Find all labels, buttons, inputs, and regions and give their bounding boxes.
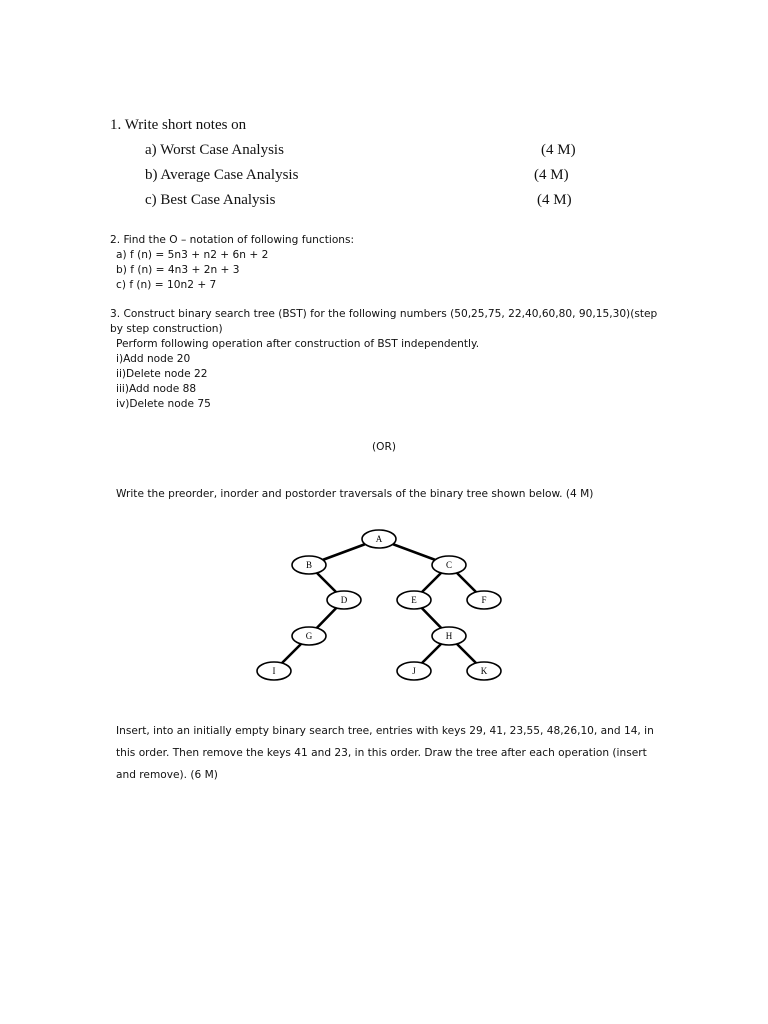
traversal-question: Write the preorder, inorder and postorder traversals of the binary tree shown below. (4 M) bbox=[116, 488, 594, 500]
q2-block bbox=[110, 233, 354, 293]
q1-item-c: c) Best Case Analysis bbox=[145, 192, 276, 208]
q1-marks-c: (4 M) bbox=[537, 192, 572, 208]
tree-label-K: K bbox=[480, 666, 488, 676]
or-separator: (OR) bbox=[372, 441, 396, 453]
q1-marks-b: (4 M) bbox=[534, 167, 569, 183]
tree-label-G: G bbox=[305, 631, 313, 641]
q1-marks-a: (4 M) bbox=[541, 142, 576, 158]
q1-heading: 1. Write short notes on bbox=[110, 117, 247, 133]
q1-item-b: b) Average Case Analysis bbox=[145, 167, 299, 183]
q2-item-c: c) f (n) = 10n2 + 7 bbox=[116, 279, 217, 291]
tree-label-F: F bbox=[481, 595, 487, 605]
q2-item-a: a) f (n) = 5n3 + n2 + 6n + 2 bbox=[116, 249, 269, 261]
tree-label-E: E bbox=[411, 595, 417, 605]
tree-label-A: A bbox=[375, 534, 383, 544]
q3-op-4: iv)Delete node 75 bbox=[116, 398, 211, 410]
q1-item-a: a) Worst Case Analysis bbox=[145, 142, 284, 158]
q3-op-3: iii)Add node 88 bbox=[116, 383, 197, 395]
binary-tree-diagram bbox=[250, 525, 510, 685]
tree-label-I: I bbox=[272, 666, 276, 676]
q3-instruction: Perform following operation after construction of BST independently. bbox=[116, 338, 480, 350]
tree-label-C: C bbox=[445, 560, 453, 570]
tree-label-B: B bbox=[305, 560, 313, 570]
q2-item-b: b) f (n) = 4n3 + 2n + 3 bbox=[116, 264, 240, 276]
q2-heading: 2. Find the O – notation of following functions: bbox=[110, 234, 355, 246]
q3-op-2: ii)Delete node 22 bbox=[116, 368, 208, 380]
q3-block bbox=[110, 307, 670, 412]
q3-heading: 3. Construct binary search tree (BST) for the following numbers (50,25,75, 22,40,60,80, 90,15,30)(step by step construction) bbox=[110, 308, 658, 335]
tree-label-H: H bbox=[445, 631, 453, 641]
tree-label-J: J bbox=[412, 666, 416, 676]
q3-op-1: i)Add node 20 bbox=[116, 353, 191, 365]
tree-label-D: D bbox=[340, 595, 348, 605]
final-question: Insert, into an initially empty binary search tree, entries with keys 29, 41, 23,55, 48,26,10, and 14, in this order. Then remove the keys 41 and 23, in this order. Draw the tree after each operation (insert and remove). (6 M) bbox=[116, 725, 654, 781]
